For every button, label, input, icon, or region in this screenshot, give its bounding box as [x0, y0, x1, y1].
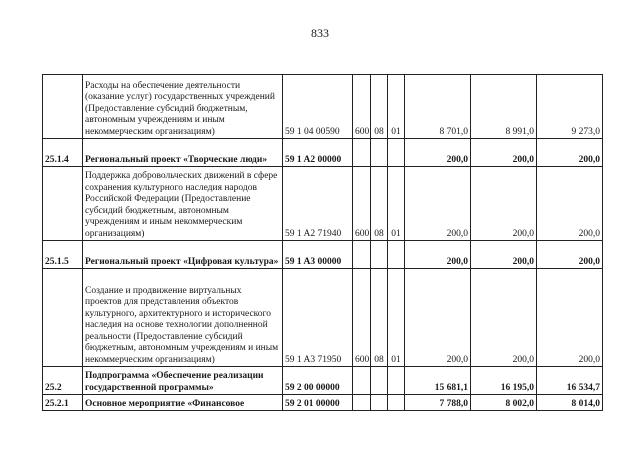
budget-table-body [43, 75, 603, 411]
row-year3: 200,0 [537, 167, 603, 241]
table-row [43, 139, 603, 167]
row-year1: 200,0 [405, 241, 471, 269]
row-index: 25.2 [43, 367, 83, 395]
row-year1: 15 681,1 [405, 367, 471, 395]
row-year2: 200,0 [471, 269, 537, 367]
row-year1: 8 701,0 [405, 75, 471, 139]
row-year2: 200,0 [471, 167, 537, 241]
row-rz [371, 139, 388, 167]
row-year3: 200,0 [537, 269, 603, 367]
row-code: 59 2 00 00000 [283, 367, 353, 395]
table-row [43, 395, 603, 411]
row-vr [353, 241, 371, 269]
row-rz: 08 [371, 269, 388, 367]
table-row [43, 241, 603, 269]
row-vr [353, 367, 371, 395]
row-name: Создание и продвижение виртуальных проектов для представления объектов культурного, архитектурного и исторического наследия на основе технологии дополненной реальности (Предоставление субсидий бюджетным, автономным учреждениям и иным некоммерческим организациям) [83, 269, 283, 367]
row-code: 59 1 A3 00000 [283, 241, 353, 269]
row-pr [388, 367, 405, 395]
row-index [43, 75, 83, 139]
row-rz: 08 [371, 167, 388, 241]
row-rz [371, 367, 388, 395]
row-rz [371, 241, 388, 269]
table-row [43, 269, 603, 367]
row-pr [388, 395, 405, 411]
row-index [43, 167, 83, 241]
row-code: 59 1 A2 71940 [283, 167, 353, 241]
row-name: Расходы на обеспечение деятельности (оказание услуг) государственных учреждений (Предоставление субсидий бюджетным, автономным учреждениям и иным некоммерческим организациям) [83, 75, 283, 139]
row-pr: 01 [388, 167, 405, 241]
row-pr [388, 139, 405, 167]
row-pr: 01 [388, 75, 405, 139]
budget-table [42, 74, 603, 411]
row-year2: 8 991,0 [471, 75, 537, 139]
row-year1: 200,0 [405, 269, 471, 367]
row-year2: 16 195,0 [471, 367, 537, 395]
page-number: 833 [311, 26, 329, 40]
table-row [43, 367, 603, 395]
row-vr: 600 [353, 167, 371, 241]
table-row [43, 167, 603, 241]
row-year3: 8 014,0 [537, 395, 603, 411]
row-code: 59 2 01 00000 [283, 395, 353, 411]
row-name: Основное мероприятие «Финансовое [83, 395, 283, 411]
row-vr: 600 [353, 75, 371, 139]
row-year1: 7 788,0 [405, 395, 471, 411]
row-name: Подпрограмма «Обеспечение реализации государственной программы» [83, 367, 283, 395]
row-vr: 600 [353, 269, 371, 367]
row-name: Региональный проект «Творческие люди» [83, 139, 283, 167]
row-year1: 200,0 [405, 139, 471, 167]
row-index: 25.1.4 [43, 139, 83, 167]
row-year3: 200,0 [537, 139, 603, 167]
row-pr [388, 241, 405, 269]
row-year3: 16 534,7 [537, 367, 603, 395]
row-code: 59 1 A2 00000 [283, 139, 353, 167]
row-name: Поддержка добровольческих движений в сфере сохранения культурного наследия народов Российской Федерации (Предоставление субсидий бюджетным, автономным учреждениям и иным некоммерческим организациям) [83, 167, 283, 241]
row-year2: 200,0 [471, 241, 537, 269]
row-vr [353, 395, 371, 411]
row-year3: 200,0 [537, 241, 603, 269]
row-index: 25.2.1 [43, 395, 83, 411]
row-vr [353, 139, 371, 167]
row-rz: 08 [371, 75, 388, 139]
row-year1: 200,0 [405, 167, 471, 241]
row-name: Региональный проект «Цифровая культура» [83, 241, 283, 269]
row-year2: 200,0 [471, 139, 537, 167]
row-index: 25.1.5 [43, 241, 83, 269]
row-code: 59 1 04 00590 [283, 75, 353, 139]
row-pr: 01 [388, 269, 405, 367]
table-row [43, 75, 603, 139]
row-code: 59 1 A3 71950 [283, 269, 353, 367]
row-year3: 9 273,0 [537, 75, 603, 139]
row-year2: 8 002,0 [471, 395, 537, 411]
row-rz [371, 395, 388, 411]
row-index [43, 269, 83, 367]
